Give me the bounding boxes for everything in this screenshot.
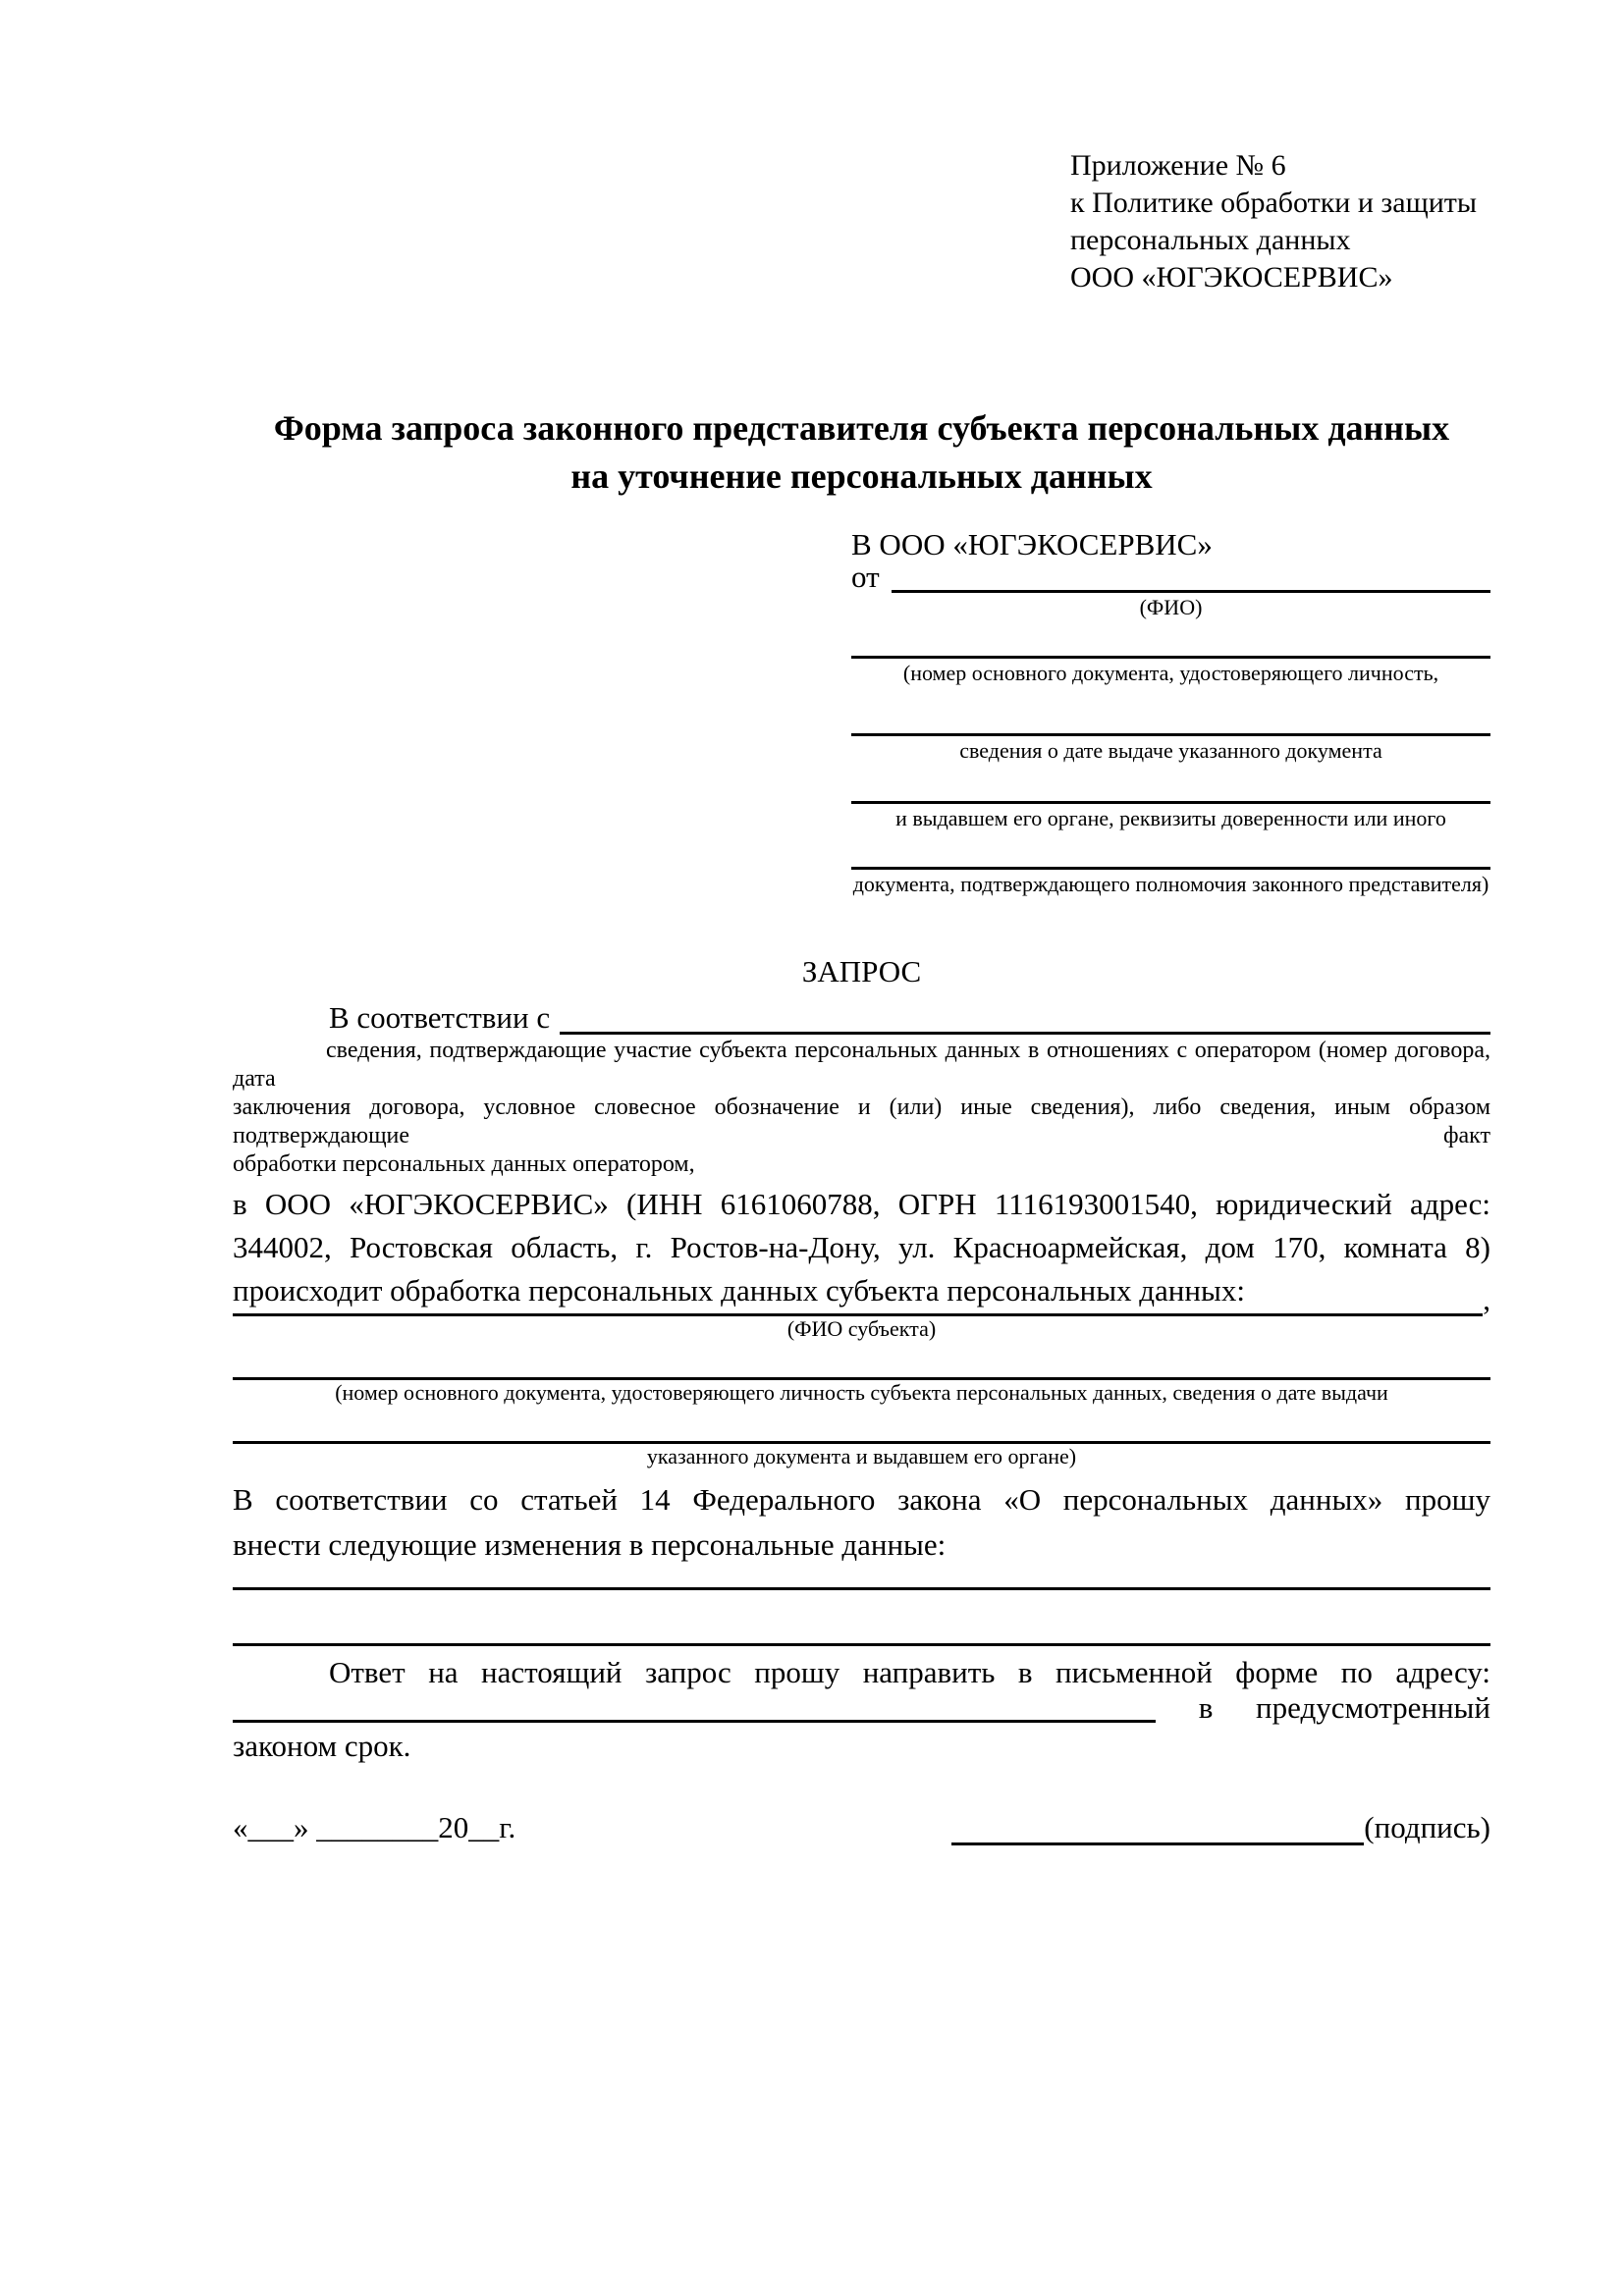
basis-footnote-line-2: заключения договора, условное словесное обозначение и (или) иные сведения), либо сведения, иным образом подтверждающие факт: [233, 1095, 1490, 1148]
subject-doc-blank-line-2: [233, 1406, 1490, 1444]
addressee-organization: В ООО «ЮГЭКОСЕРВИС»: [851, 527, 1213, 561]
answer-word-v: в: [1198, 1690, 1214, 1725]
answer-address-row: [233, 1690, 1490, 1725]
form-title-line-1: Форма запроса законного представителя субъекта персональных данных: [273, 408, 1450, 448]
article-line-2: внести следующие изменения в персональные данные:: [233, 1527, 947, 1562]
answer-paragraph-line-3: законом срок.: [233, 1729, 411, 1763]
changes-blank-line-2: [233, 1590, 1490, 1646]
addressee-block: [851, 528, 1490, 897]
issuing-authority-caption: и выдавшем его органе, реквизиты доверенности или иного: [895, 806, 1446, 830]
basis-footnote-line-1: сведения, подтверждающие участие субъекта персональных данных в отношениях с оператором (номер договора, дата: [233, 1038, 1490, 1092]
basis-footnote: [233, 1037, 1490, 1179]
basis-label: В соответствии с: [329, 1000, 551, 1035]
fio-blank-line: [892, 561, 1490, 593]
subject-doc-blank-line-1: [233, 1342, 1490, 1380]
doc-number-caption: (номер основного документа, удостоверяющего личность,: [902, 661, 1439, 685]
appendix-header: [1070, 147, 1490, 296]
signature-caption: (подпись): [1364, 1810, 1490, 1844]
issue-date-caption: сведения о дате выдаче указанного документа: [959, 738, 1382, 763]
address-blank-line: [233, 1695, 1156, 1723]
subject-fio-blank-line: [233, 1283, 1483, 1316]
appendix-number-line: Приложение № 6: [1070, 149, 1286, 182]
basis-row: [233, 1001, 1490, 1035]
issuing-authority-blank-line: [851, 764, 1490, 804]
subject-doc-caption-1: (номер основного документа, удостоверяющего личность субъекта персональных данных, сведения о дате выдачи: [335, 1380, 1388, 1405]
authority-document-blank-line: [851, 831, 1490, 870]
subject-trailing-comma: ,: [1483, 1282, 1490, 1316]
policy-line-1: к Политике обработки и защиты: [1070, 187, 1478, 219]
subject-doc-caption-2: указанного документа и выдавшем его органе): [646, 1444, 1077, 1468]
policy-line-2: персональных данных: [1070, 224, 1351, 256]
signature-row: [233, 1810, 1490, 1845]
answer-word-predusmotrenny: предусмотренный: [1256, 1690, 1490, 1725]
article-line-1: В соответствии со статьей 14 Федерального закона «О персональных данных» прошу: [233, 1482, 1490, 1517]
operator-line-3: происходит обработка персональных данных субъекта персональных данных:: [233, 1273, 1245, 1308]
answer-paragraph-line-1: Ответ на настоящий запрос прошу направить в письменной форме по адресу:: [329, 1655, 1490, 1689]
signature-blank-line: [951, 1810, 1364, 1845]
subject-fio-caption: (ФИО субъекта): [786, 1316, 937, 1341]
form-title-line-2: на уточнение персональных данных: [570, 456, 1153, 496]
operator-line-2: 344002, Ростовская область, г. Ростов-на-Дону, ул. Красноармейская, дом 170, комната 8): [233, 1230, 1490, 1264]
operator-line-1: в ООО «ЮГЭКОСЕРВИС» (ИНН 6161060788, ОГРН 1116193001540, юридический адрес:: [233, 1187, 1490, 1221]
signature-group: [951, 1810, 1490, 1845]
from-label: от: [851, 560, 880, 594]
request-heading: ЗАПРОС: [801, 954, 922, 988]
article-paragraph: [233, 1477, 1490, 1568]
form-title: [233, 404, 1490, 501]
from-row: [851, 561, 1490, 593]
date-field: «___» ________20__г.: [233, 1810, 516, 1844]
company-name-line: ООО «ЮГЭКОСЕРВИС»: [1070, 261, 1393, 294]
changes-blank-line-1: [233, 1568, 1490, 1590]
fio-caption: (ФИО): [1139, 595, 1203, 619]
basis-footnote-line-3: обработки персональных данных оператором,: [233, 1151, 695, 1177]
issue-date-blank-line: [851, 686, 1490, 736]
subject-fio-row: [233, 1283, 1490, 1316]
authority-document-caption: документа, подтверждающего полномочия законного представителя): [852, 872, 1489, 896]
doc-number-blank-line: [851, 620, 1490, 659]
basis-blank-line: [560, 1001, 1490, 1035]
